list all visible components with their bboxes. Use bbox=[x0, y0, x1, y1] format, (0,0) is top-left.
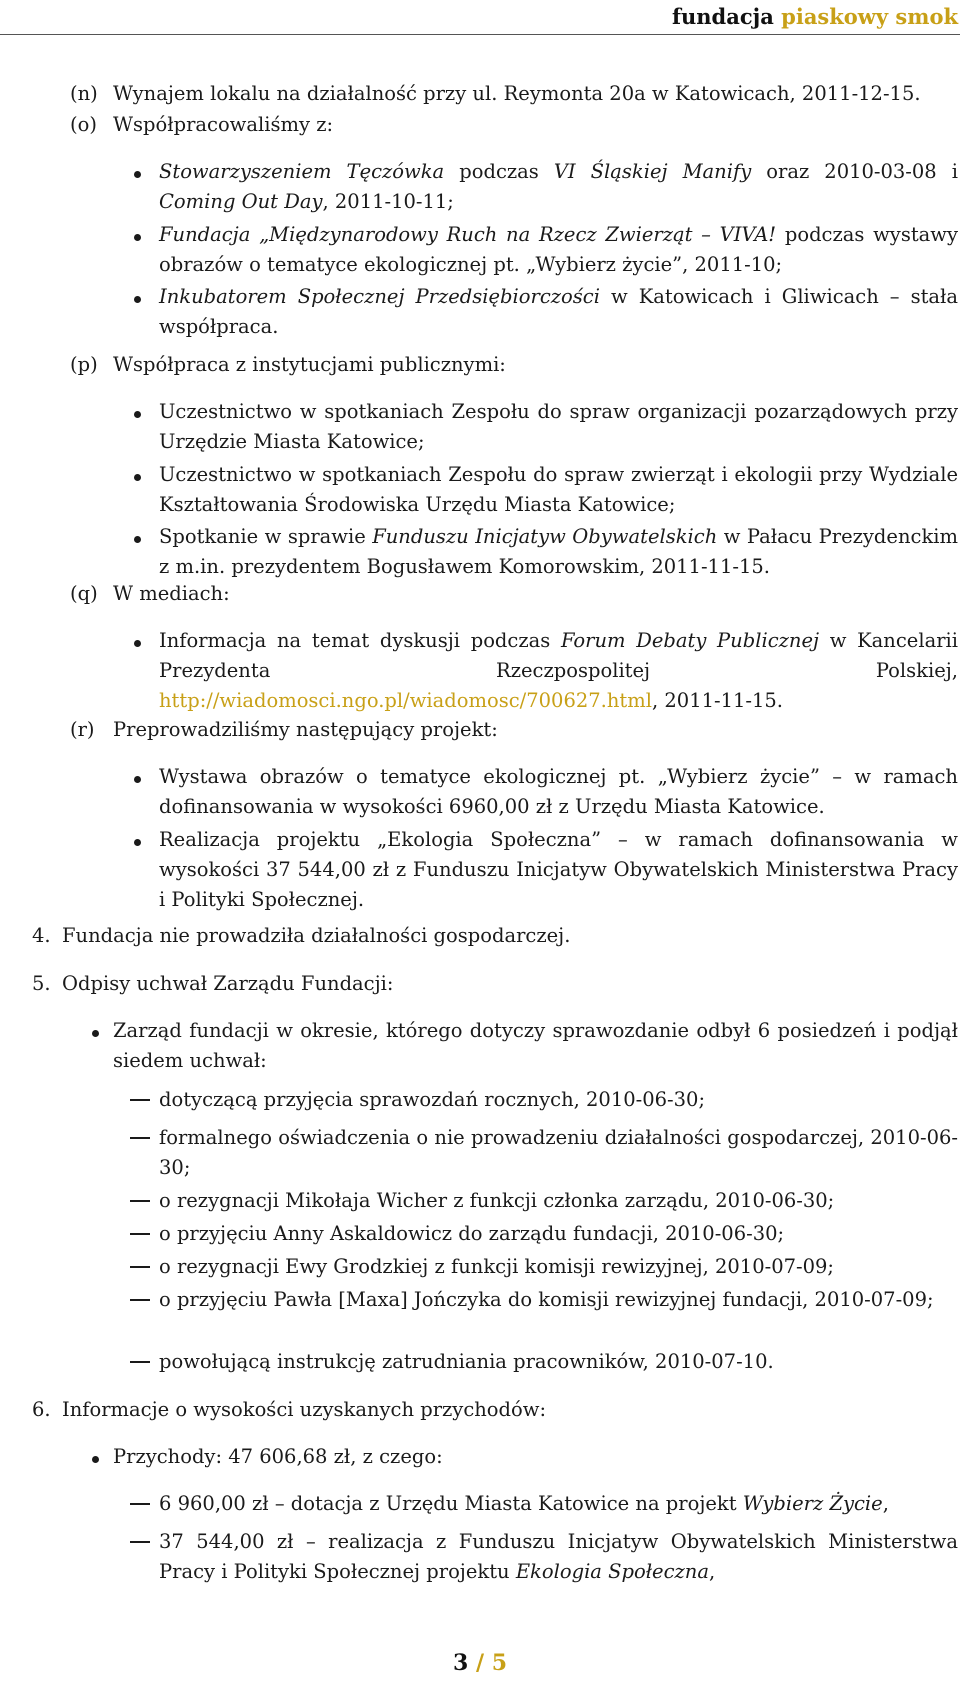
text: oraz 2010-03-08 i bbox=[751, 160, 959, 183]
dash-icon bbox=[130, 1233, 150, 1235]
list-item bbox=[159, 220, 958, 280]
dash-icon bbox=[130, 1200, 150, 1202]
item-label: (o) bbox=[70, 113, 97, 136]
item-label: (q) bbox=[70, 582, 98, 605]
item-text: Współpraca z instytucjami publicznymi: bbox=[113, 353, 506, 376]
list-item bbox=[159, 282, 958, 342]
dash-icon bbox=[130, 1299, 150, 1301]
italic-text: Fundacja „Międzynarodowy Ruch na Rzecz Zwierząt – VIVA! bbox=[159, 223, 777, 246]
dash-icon bbox=[130, 1266, 150, 1268]
resolution-item: dotyczącą przyjęcia sprawozdań rocznych, 2010-06-30; bbox=[159, 1088, 706, 1111]
item-text: Preprowadziliśmy następujący projekt: bbox=[113, 718, 498, 741]
italic-text: Inkubatorem Społecznej Przedsiębiorczości bbox=[159, 285, 600, 308]
list-item bbox=[159, 626, 958, 716]
bullet-icon bbox=[134, 536, 141, 543]
section-text: Informacje o wysokości uzyskanych przychodów: bbox=[62, 1398, 547, 1421]
italic-text: Stowarzyszeniem Tęczówka bbox=[159, 160, 445, 183]
text: , bbox=[708, 1560, 716, 1583]
header-title-part2: piaskowy smok bbox=[781, 4, 958, 29]
bullet-icon bbox=[134, 640, 141, 647]
italic-text: Forum Debaty Publicznej bbox=[560, 629, 820, 652]
section-number: 4. bbox=[32, 924, 51, 947]
list-item bbox=[159, 157, 958, 217]
bullet-icon bbox=[134, 411, 141, 418]
list-item: Realizacja projektu „Ekologia Społeczna” – w ramach dofinansowania w wysokości 37 544,00 zł z Funduszu Inicjatyw Obywatelskich Ministerstwa Pracy i Polityki Społecznej. bbox=[159, 828, 958, 911]
section-text: Fundacja nie prowadziła działalności gospodarczej. bbox=[62, 924, 571, 947]
text: , 2011-11-15. bbox=[651, 689, 784, 712]
text: Spotkanie w sprawie bbox=[159, 525, 373, 548]
text: w Pałacu Prezydenckim z m.in. prezydentem Bogusławem Komorowskim, 2011-11-15. bbox=[159, 525, 958, 578]
text: podczas bbox=[444, 160, 554, 183]
resolution-item: o rezygnacji Mikołaja Wicher z funkcji członka zarządu, 2010-06-30; bbox=[159, 1189, 835, 1212]
bullet-icon bbox=[134, 234, 141, 241]
text: w Katowicach i Gliwicach – stała współpraca. bbox=[159, 285, 958, 338]
page-header bbox=[0, 0, 960, 35]
dash-icon bbox=[130, 1099, 150, 1101]
text: , bbox=[882, 1492, 889, 1515]
item-label: (r) bbox=[70, 718, 95, 741]
text: 37 544,00 zł – realizacja z Funduszu Inicjatyw Obywatelskich Ministerstwa Pracy i Polityki Społecznej projektu bbox=[159, 1530, 958, 1583]
text: w Kancelarii Prezydenta Rzeczpospolitej Polskiej, bbox=[159, 629, 958, 682]
italic-text: Ekologia Społeczna bbox=[515, 1560, 709, 1583]
italic-text: Wybierz Życie bbox=[742, 1492, 883, 1515]
bullet-icon bbox=[134, 296, 141, 303]
item-text: Wynajem lokalu na działalność przy ul. Reymonta 20a w Katowicach, 2011-12-15. bbox=[113, 82, 921, 105]
section-text: Odpisy uchwał Zarządu Fundacji: bbox=[62, 972, 394, 995]
dash-icon bbox=[130, 1361, 150, 1363]
resolution-item: formalnego oświadczenia o nie prowadzeniu działalności gospodarczej, 2010-06-30; bbox=[159, 1126, 958, 1179]
dash-icon bbox=[130, 1137, 150, 1139]
italic-text: Coming Out Day bbox=[159, 190, 323, 213]
list-item: Przychody: 47 606,68 zł, z czego: bbox=[113, 1445, 443, 1468]
section-number: 5. bbox=[32, 972, 51, 995]
bullet-icon bbox=[134, 171, 141, 178]
list-item: Uczestnictwo w spotkaniach Zespołu do spraw organizacji pozarządowych przy Urzędzie Miasta Katowice; bbox=[159, 400, 958, 453]
italic-text: Funduszu Inicjatyw Obywatelskich bbox=[372, 525, 718, 548]
bullet-icon bbox=[134, 839, 141, 846]
income-item bbox=[159, 1527, 958, 1587]
text: , 2011-10-11; bbox=[322, 190, 454, 213]
item-label: (p) bbox=[70, 353, 98, 376]
resolution-item: o przyjęciu Anny Askaldowicz do zarządu fundacji, 2010-06-30; bbox=[159, 1222, 785, 1245]
header-title-part1: fundacja bbox=[671, 4, 774, 29]
list-item bbox=[159, 522, 958, 582]
text: 6 960,00 zł – dotacja z Urzędu Miasta Katowice na projekt bbox=[159, 1492, 743, 1515]
item-label: (n) bbox=[70, 82, 98, 105]
list-item: Zarząd fundacji w okresie, którego dotyczy sprawozdanie odbył 6 posiedzeń i podjął siedem uchwał: bbox=[113, 1019, 958, 1072]
italic-text: VI Śląskiej Manify bbox=[553, 160, 752, 183]
dash-icon bbox=[130, 1541, 150, 1543]
bullet-icon bbox=[92, 1030, 99, 1037]
income-item bbox=[159, 1489, 958, 1519]
resolution-item: powołującą instrukcję zatrudniania pracowników, 2010-07-10. bbox=[159, 1350, 774, 1373]
item-text: Współpracowaliśmy z: bbox=[113, 113, 334, 136]
bullet-icon bbox=[134, 474, 141, 481]
bullet-icon bbox=[134, 776, 141, 783]
section-number: 6. bbox=[32, 1398, 51, 1421]
total-pages: 5 bbox=[491, 1650, 507, 1676]
dash-icon bbox=[130, 1503, 150, 1505]
article-link[interactable]: http://wiadomosci.ngo.pl/wiadomosc/700627.html bbox=[159, 689, 652, 712]
list-item: Uczestnictwo w spotkaniach Zespołu do spraw zwierząt i ekologii przy Wydziale Kształtowania Środowiska Urzędu Miasta Katowice; bbox=[159, 463, 958, 516]
text: Informacja na temat dyskusji podczas bbox=[159, 629, 561, 652]
current-page: 3 bbox=[452, 1650, 469, 1676]
resolution-item: o przyjęciu Pawła [Maxa] Jończyka do komisji rewizyjnej fundacji, 2010-07-09; bbox=[159, 1288, 934, 1311]
resolution-item: o rezygnacji Ewy Grodzkiej z funkcji komisji rewizyjnej, 2010-07-09; bbox=[159, 1255, 834, 1278]
page-separator: / bbox=[475, 1650, 485, 1676]
list-item: Wystawa obrazów o tematyce ekologicznej pt. „Wybierz życie” – w ramach dofinansowania w wysokości 6960,00 zł z Urzędu Miasta Katowice. bbox=[159, 765, 958, 818]
text: podczas wystawy obrazów o tematyce ekologicznej pt. „Wybierz życie”, 2011-10; bbox=[159, 223, 958, 276]
item-text: W mediach: bbox=[113, 582, 230, 605]
bullet-icon bbox=[92, 1456, 99, 1463]
page-number bbox=[0, 1648, 960, 1678]
header-title bbox=[672, 4, 958, 30]
